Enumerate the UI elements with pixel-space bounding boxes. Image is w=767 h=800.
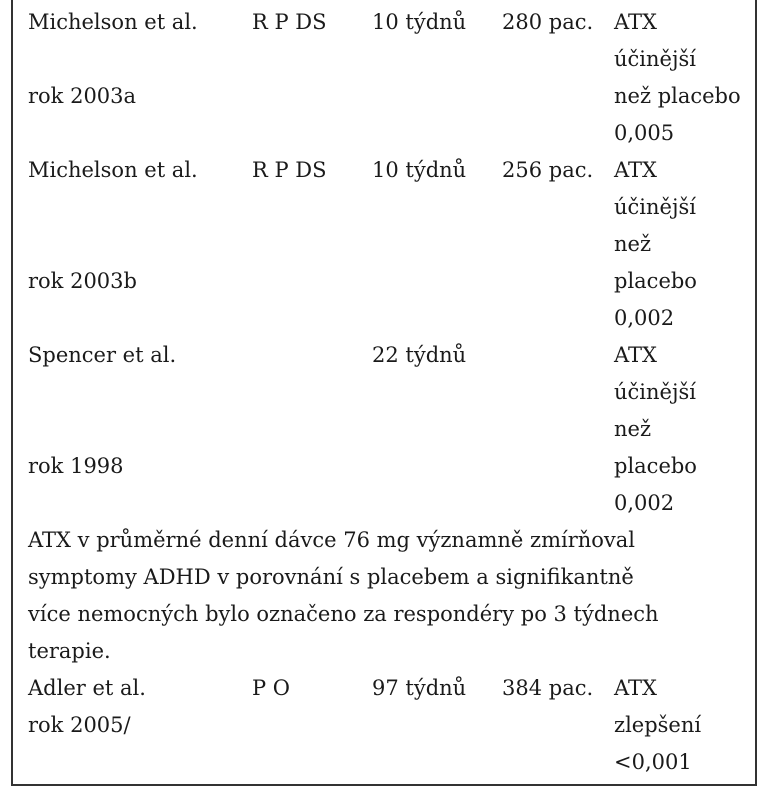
row-2-result-line: účinější bbox=[614, 195, 696, 219]
row-3-author: Spencer et al. bbox=[28, 343, 177, 367]
row-3-year: rok 1998 bbox=[28, 454, 124, 478]
row-2-result-line: než bbox=[614, 232, 652, 256]
row-2-duration: 10 týdnů bbox=[372, 158, 467, 182]
row-2-p-value: 0,002 bbox=[614, 306, 675, 330]
row-4-author: Adler et al. bbox=[28, 676, 146, 700]
note-line: ATX v průměrné denní dávce 76 mg významně zmírňoval bbox=[28, 528, 636, 552]
note-line: terapie. bbox=[28, 639, 111, 663]
row-1-result-line: ATX bbox=[614, 10, 657, 34]
row-3-result-line: ATX bbox=[614, 343, 657, 367]
row-3-result-line: než bbox=[614, 417, 652, 441]
row-1-author: Michelson et al. bbox=[28, 10, 198, 34]
row-4-duration: 97 týdnů bbox=[372, 676, 467, 700]
row-4-year: rok 2005/ bbox=[28, 713, 131, 737]
row-1-design: R P DS bbox=[252, 10, 327, 34]
row-2-design: R P DS bbox=[252, 158, 327, 182]
row-4-result-line: ATX bbox=[614, 676, 657, 700]
row-3-duration: 22 týdnů bbox=[372, 343, 467, 367]
row-2-result-line: ATX bbox=[614, 158, 657, 182]
row-4-design: P O bbox=[252, 676, 291, 700]
row-2-patients: 256 pac. bbox=[502, 158, 594, 182]
row-1-duration: 10 týdnů bbox=[372, 10, 467, 34]
note-line: symptomy ADHD v porovnání s placebem a signifikantně bbox=[28, 565, 634, 589]
row-2-year: rok 2003b bbox=[28, 269, 137, 293]
row-1-year: rok 2003a bbox=[28, 84, 137, 108]
row-4-patients: 384 pac. bbox=[502, 676, 594, 700]
row-2-result-line: placebo bbox=[614, 269, 697, 293]
note-line: více nemocných bylo označeno za respondéry po 3 týdnech bbox=[28, 602, 659, 626]
row-4-result-line: zlepšení bbox=[614, 713, 702, 737]
row-1-p-value: 0,005 bbox=[614, 121, 675, 145]
row-1-result-line: účinější bbox=[614, 47, 696, 71]
row-3-p-value: 0,002 bbox=[614, 491, 675, 515]
row-1-patients: 280 pac. bbox=[502, 10, 594, 34]
row-3-result-line: placebo bbox=[614, 454, 697, 478]
row-1-result-line: než placebo bbox=[614, 84, 741, 108]
row-2-author: Michelson et al. bbox=[28, 158, 198, 182]
row-4-p-value: <0,001 bbox=[614, 750, 692, 774]
row-3-result-line: účinější bbox=[614, 380, 696, 404]
